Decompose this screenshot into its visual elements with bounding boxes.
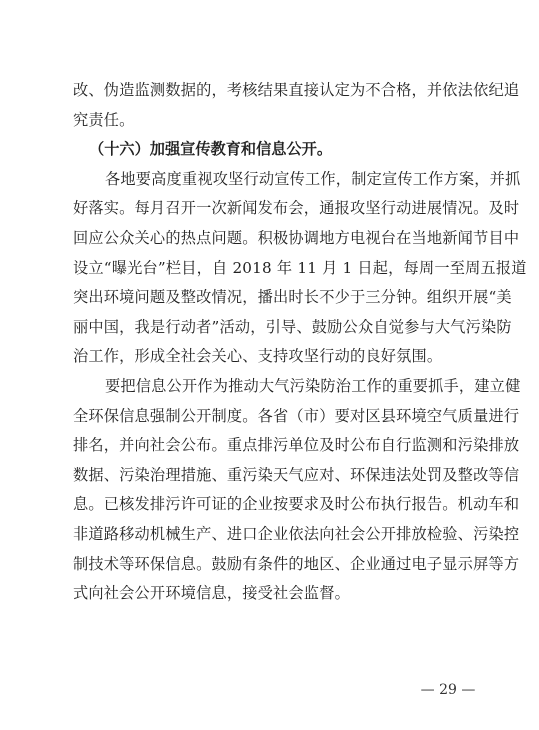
paragraph-continuation [73, 76, 520, 135]
text-line: 息。已核发排污许可证的企业按要求及时公布执行报告。机动车和 [73, 495, 520, 514]
body-text [73, 76, 527, 609]
text-line: 排名，并向社会公布。重点排污单位及时公布自行监测和污染排放 [73, 436, 520, 455]
text-line: 式向社会公开环境信息，接受社会监督。 [73, 584, 350, 603]
text-line: 究责任。 [73, 110, 135, 129]
text-line: 制技术等环保信息。鼓励有条件的地区、企业通过电子显示屏等方 [73, 554, 520, 573]
text-line: 设立“曝光台”栏目，自 2018 年 11 月 1 日起，每周一至周五报道 [73, 258, 527, 277]
text-line: 好落实。每月召开一次新闻发布会，通报攻坚行动进展情况。及时 [73, 199, 520, 218]
text-line: 全环保信息强制公开制度。各省（市）要对区县环境空气质量进行 [73, 406, 520, 425]
text-line: 各地要高度重视攻坚行动宣传工作，制定宣传工作方案，并抓 [105, 169, 521, 188]
text-line: 丽中国，我是行动者”活动，引导、鼓励公众自觉参与大气污染防 [73, 317, 512, 336]
text-line: 非道路移动机械生产、进口企业依法向社会公开排放检验、污染控 [73, 524, 520, 543]
paragraph-disclosure [73, 372, 521, 609]
page-number: — 29 — [420, 682, 476, 698]
text-line: 要把信息公开作为推动大气污染防治工作的重要抓手，建立健 [105, 376, 521, 395]
text-line: 回应公众关心的热点问题。积极协调地方电视台在当地新闻节目中 [73, 228, 520, 247]
section-heading: （十六）加强宣传教育和信息公开。 [89, 140, 332, 159]
paragraph-publicity [73, 165, 527, 372]
text-line: 数据、污染治理措施、重污染天气应对、环保违法处罚及整改等信 [73, 465, 520, 484]
text-line: 突出环境问题及整改情况，播出时长不少于三分钟。组织开展“美 [73, 288, 512, 307]
text-line: 改、伪造监测数据的，考核结果直接认定为不合格，并依法依纪追 [73, 81, 520, 99]
text-line: 治工作，形成全社会关心、支持攻坚行动的良好氛围。 [73, 347, 443, 366]
